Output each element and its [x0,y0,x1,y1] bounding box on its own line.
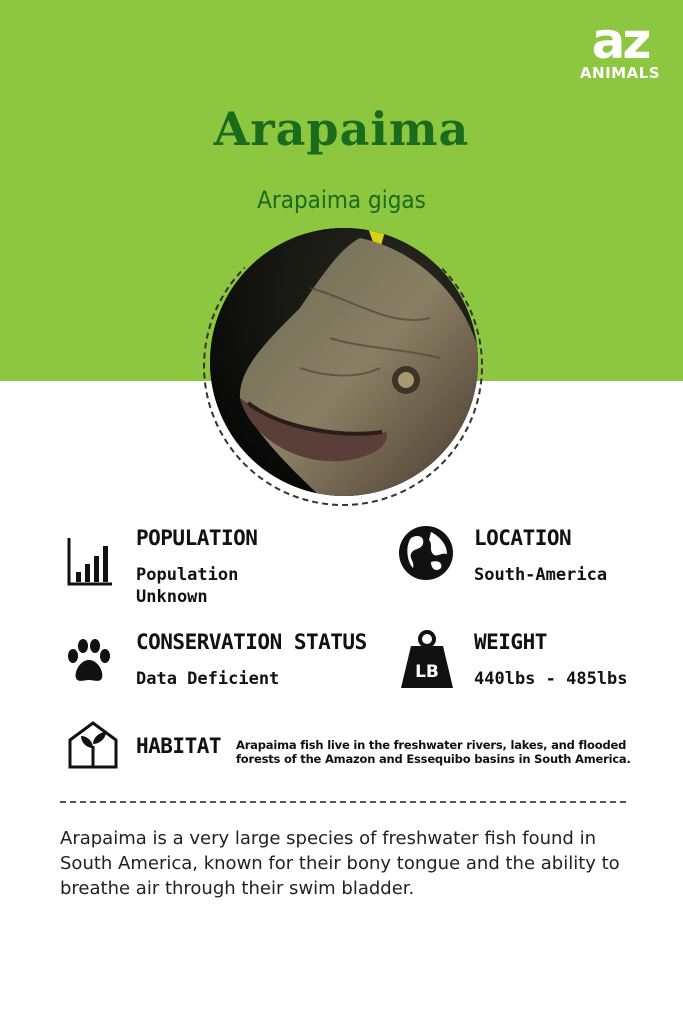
location-value: South-America [474,565,608,585]
habitat-label: HABITAT [136,734,222,758]
weight-icon [399,630,457,688]
section-divider [60,801,626,803]
weight-value: 440lbs - 485lbs [474,669,628,689]
logo-mark: az [591,12,649,70]
logo-text: ANIMALS [579,64,661,82]
habitat-value: Arapaima fish live in the freshwater rivers, lakes, and flooded forests of the Amazon and Essequibo basins in South America. [236,738,631,766]
conservation-value: Data Deficient [136,669,280,689]
population-value: Population Unknown [136,565,239,607]
conservation-label: CONSERVATION STATUS [136,630,367,654]
animal-description: Arapaima is a very large species of freshwater fish found in South America, known for their bony tongue and the ability to breathe air through their swim bladder. [60,828,620,899]
bar-chart-icon [66,536,124,594]
weight-icon-text: LB [415,662,439,682]
scientific-name: Arapaima gigas [257,186,426,214]
population-label: POPULATION [136,526,258,550]
paw-icon [64,638,122,696]
az-animals-logo[interactable] [576,12,664,82]
weight-label: WEIGHT [474,630,547,654]
house-plant-icon [66,720,124,778]
animal-photo [210,228,478,496]
location-label: LOCATION [474,526,572,550]
animal-name: Arapaima [213,102,470,156]
globe-icon [397,524,455,582]
